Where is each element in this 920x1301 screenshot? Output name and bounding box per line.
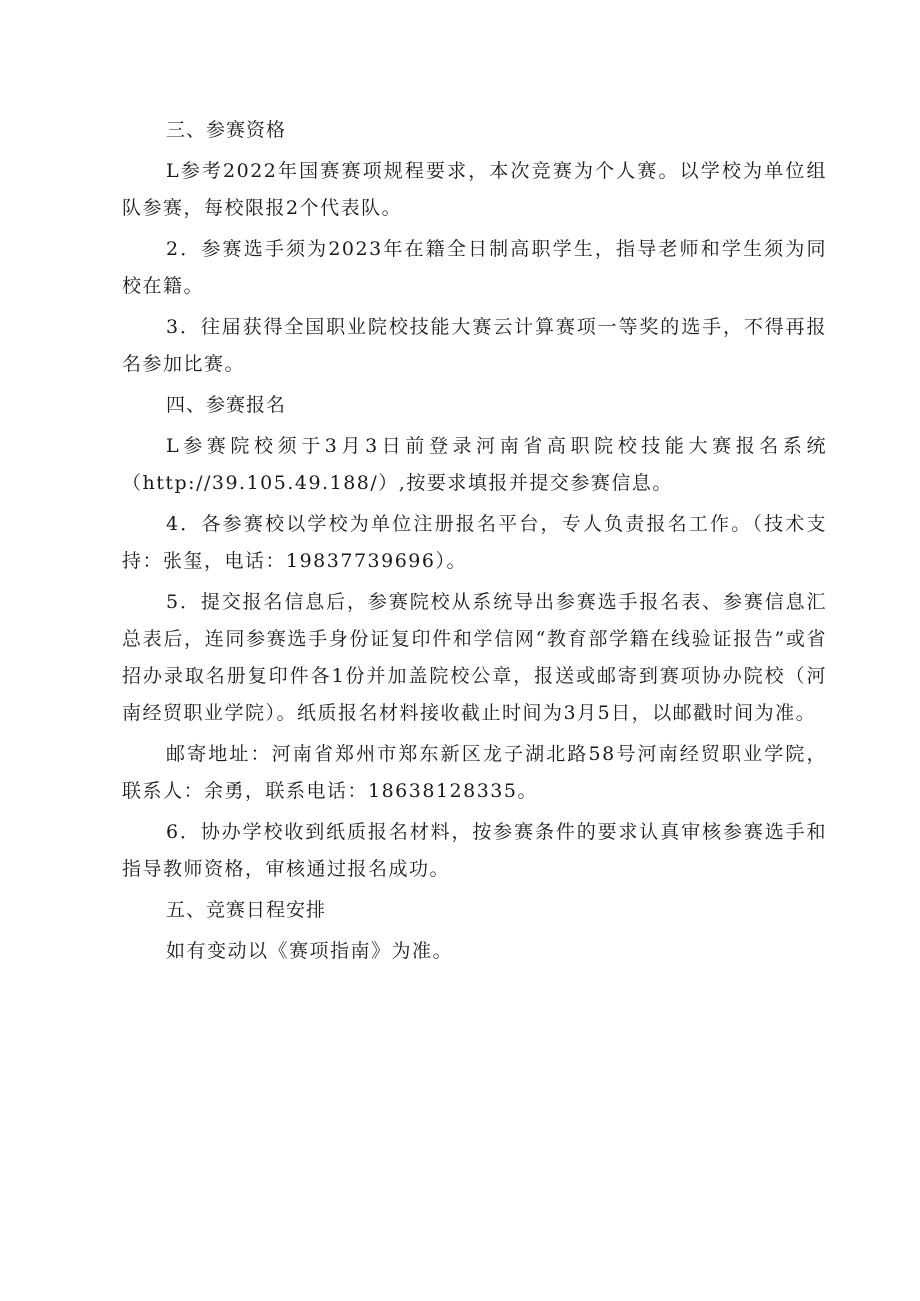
mailing-address-paragraph: 邮寄地址：河南省郑州市郑东新区龙子湖北路58号河南经贸职业学院，联系人：余勇，联系电话：18638128335。 <box>122 743 827 802</box>
paragraph: 4．各参赛校以学校为单位注册报名平台，专人负责报名工作。（技术支持：张玺，电话：19837739696）。 <box>122 513 827 572</box>
paragraph: 2．参赛选手须为2023年在籍全日制高职学生，指导老师和学生须为同校在籍。 <box>122 238 827 297</box>
paragraph: 3．往届获得全国职业院校技能大赛云计算赛项一等奖的选手，不得再报名参加比赛。 <box>122 316 827 375</box>
paragraph: L参考2022年国赛赛项规程要求，本次竞赛为个人赛。以学校为单位组队参赛，每校限报2个代表队。 <box>122 160 827 219</box>
paragraph: 如有变动以《赛项指南》为准。 <box>166 940 454 962</box>
section-heading-schedule: 五、竞赛日程安排 <box>166 899 327 921</box>
section-heading-registration: 四、参赛报名 <box>166 394 287 416</box>
paragraph: L参赛院校须于3月3日前登录河南省高职院校技能大赛报名系统（http://39.105.49.188/）,按要求填报并提交参赛信息。 <box>122 435 827 494</box>
paragraph: 5．提交报名信息后，参赛院校从系统导出参赛选手报名表、参赛信息汇总表后，连同参赛选手身份证复印件和学信网“教育部学籍在线验证报告”或省招办录取名册复印件各1份并加盖院校公章，报送或邮寄到赛项协办院校（河南经贸职业学院）。纸质报名材料接收截止时间为3月5日，以邮戳时间为准。 <box>122 591 827 724</box>
document-page <box>122 112 827 974</box>
section-heading-qualification: 三、参赛资格 <box>166 119 287 141</box>
paragraph: 6．协办学校收到纸质报名材料，按参赛条件的要求认真审核参赛选手和指导教师资格，审核通过报名成功。 <box>122 821 827 880</box>
